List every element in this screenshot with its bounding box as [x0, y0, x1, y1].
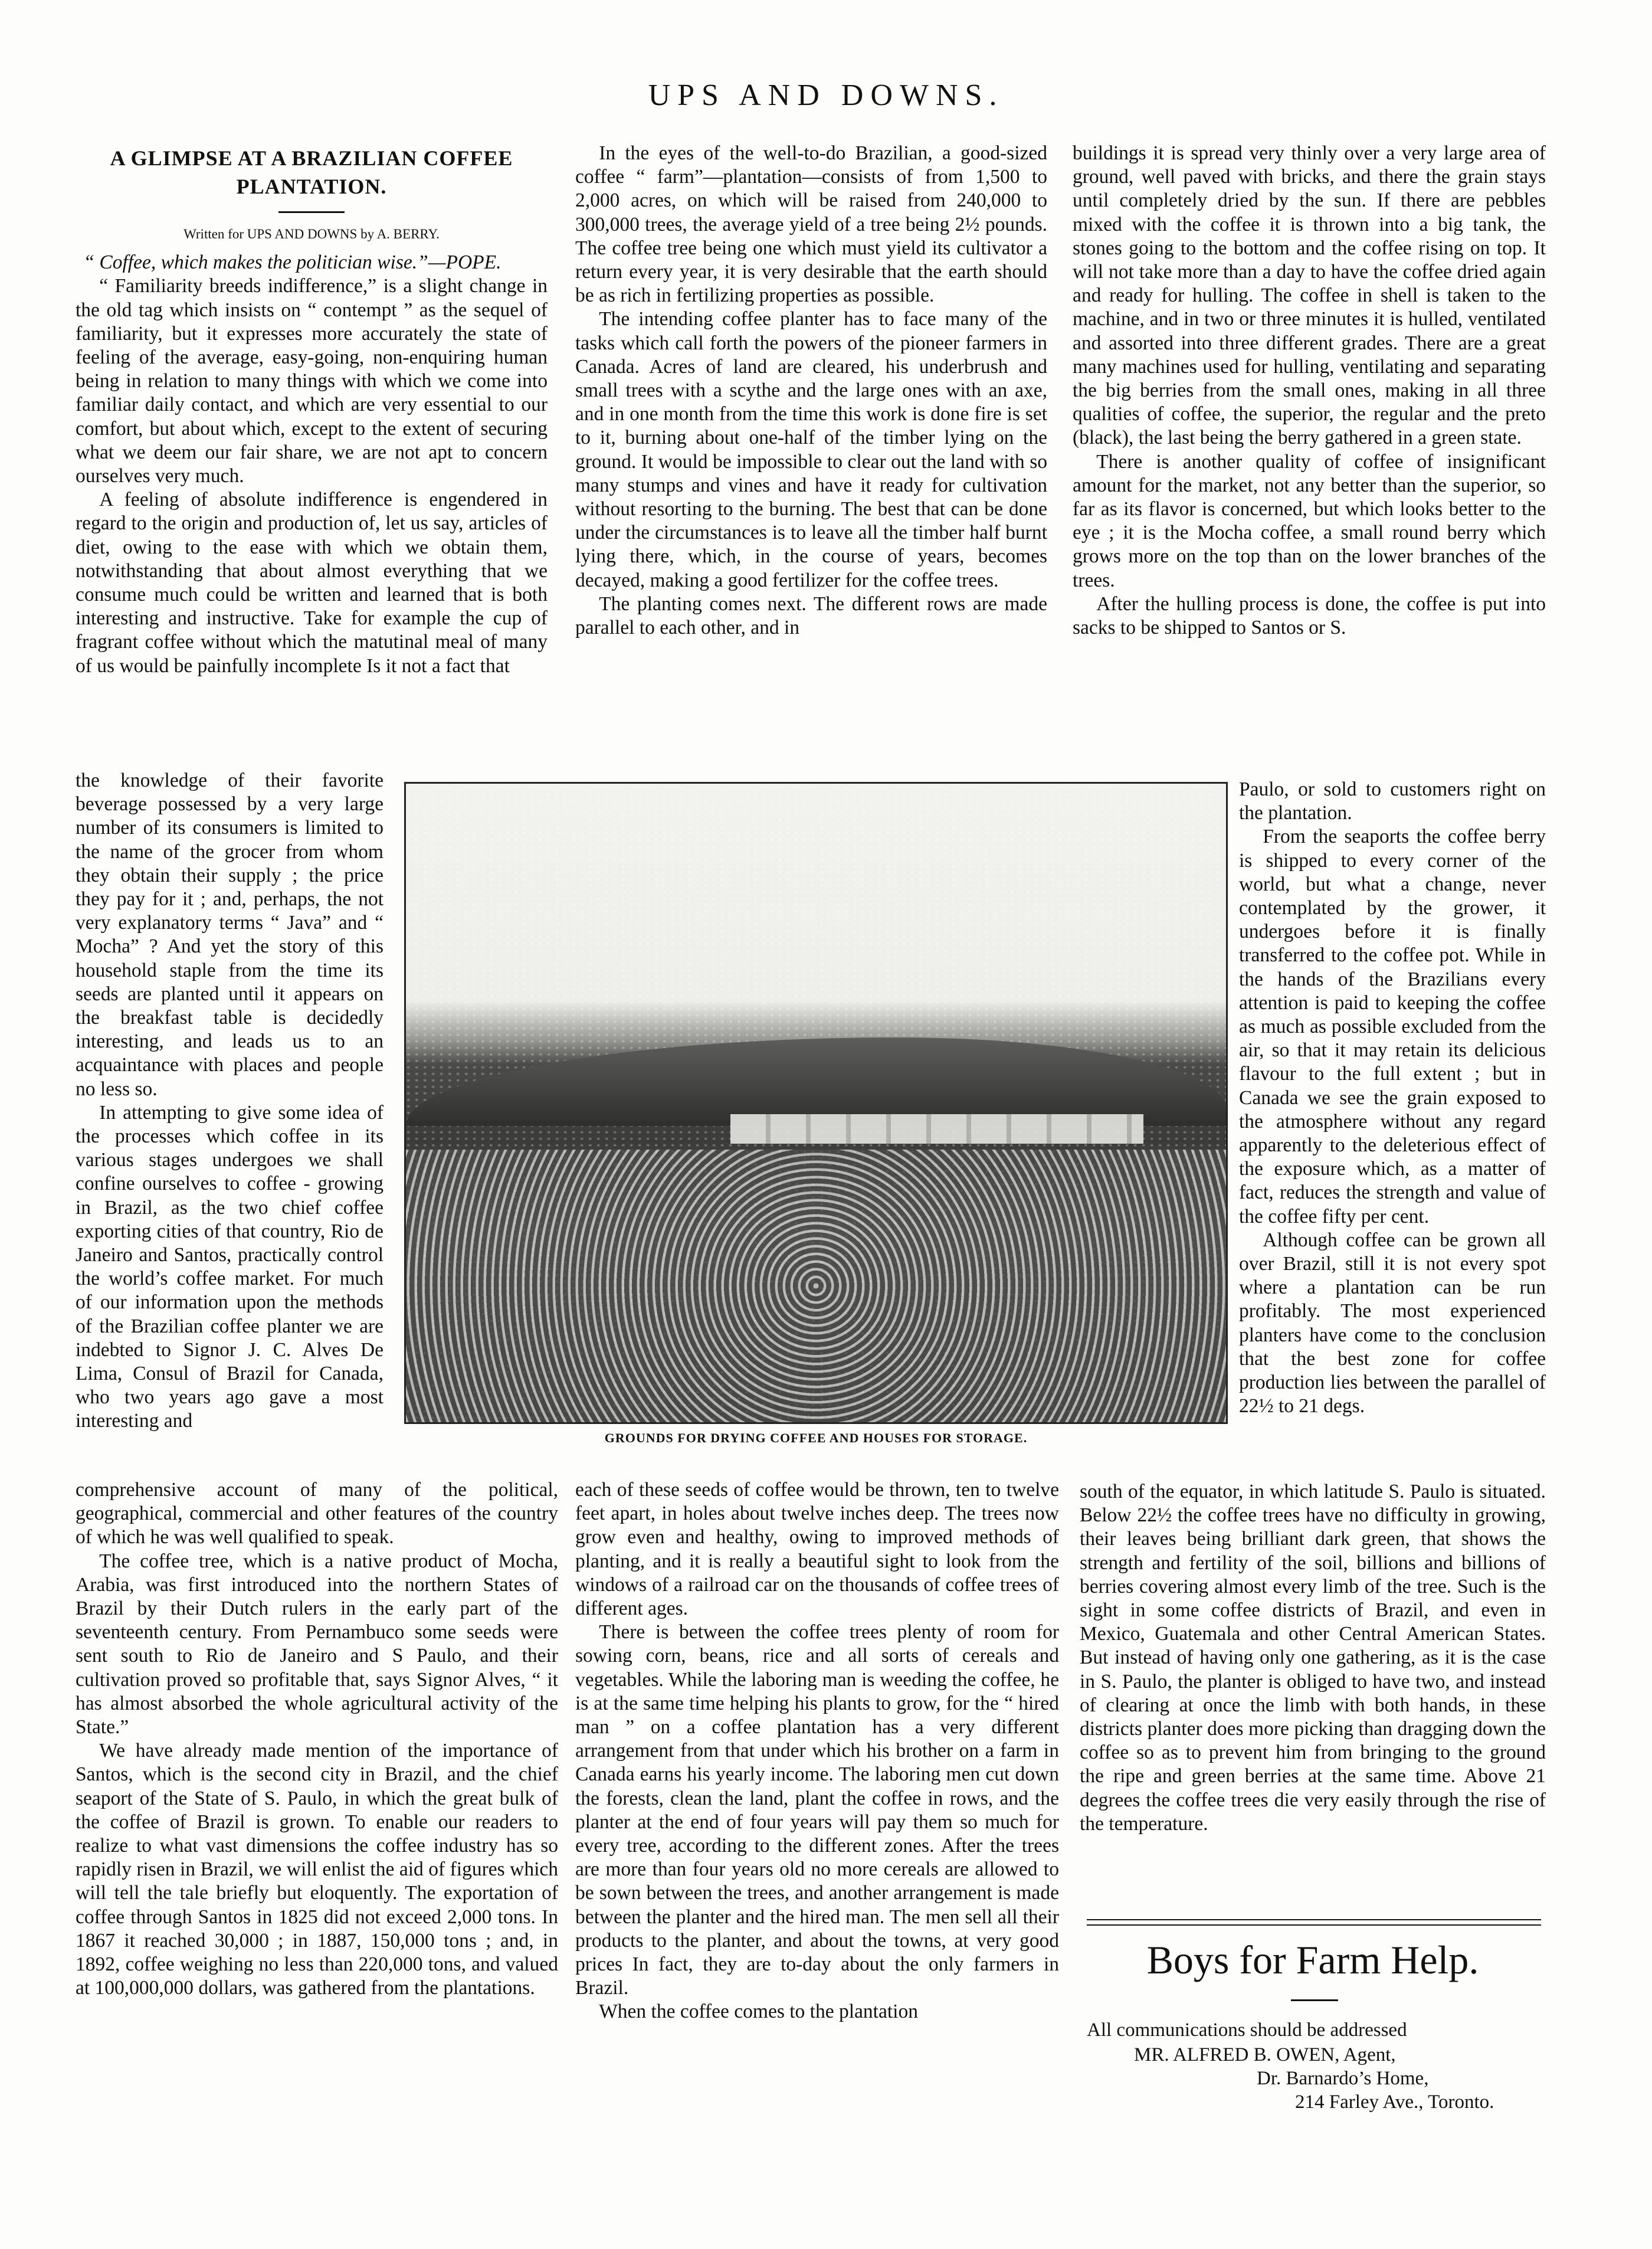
- article-title-line-2: PLANTATION.: [236, 175, 387, 198]
- running-header: UPS AND DOWNS.: [648, 78, 1004, 112]
- photo-caption: GROUNDS FOR DRYING COFFEE AND HOUSES FOR STORAGE.: [604, 1430, 1028, 1445]
- paragraph: The planting comes next. The different rows are made parallel to each other, and in: [575, 592, 1047, 639]
- paragraph: From the seaports the coffee berry is shipped to every corner of the world, but what a change, never contemplated by the grower, it undergoes before it is finally transferred to the coffee pot. While in the hands of the Brazilians every attention is paid to keeping the coffee as much as possible excluded from the air, so that it may retain its delicious flavour to the full extent ; but in Canada we see the grain exposed to the atmosphere without any regard apparently to the deleterious effect of the exposure which, as a matter of fact, reduces the strength and value of the coffee fifty per cent.: [1239, 826, 1546, 1227]
- paragraph: “ Familiarity breeds indifference,” is a slight change in the old tag which insists on “ contempt ” as the sequel of familiarity, but it expresses more accurately the state of feeling of the average, easy-going, non-enquiring human being in relation to many things with which we come into familiar daily contact, and which are very essential to our comfort, but about which, except to the extent of securing what we deem our fair share, we are not apt to concern ourselves very much.: [76, 275, 548, 487]
- article-title-line-1: A GLIMPSE AT A BRAZILIAN COFFEE: [110, 146, 513, 170]
- paragraph: In attempting to give some idea of the processes which coffee in its various stages undergoes we shall confine ourselves to coffee - growing in Brazil, as the two chief coffee exporting cities of that country, Rio de Janeiro and Santos, practically control the world’s coffee market. For much of our information upon the methods of the Brazilian coffee planter we are indebted to Signor J. C. Alves De Lima, Consul of Brazil for Canada, who two years ago gave a most interesting and: [76, 1101, 384, 1432]
- advert-line-3: Dr. Barnardo’s Home,: [1257, 2068, 1429, 2089]
- advert-title: Boys for Farm Help.: [1146, 1937, 1479, 1982]
- advert-line-1: All communications should be addressed: [1087, 2019, 1407, 2041]
- paragraph: There is another quality of coffee of insignificant amount for the market, not any better than the superior, so far as its flavor is concerned, but which looks better to the eye ; it is the Mocha coffee, a small round berry which grows more on the top than on the lower branches of the trees.: [1073, 450, 1546, 591]
- paragraph: comprehensive account of many of the political, geographical, commercial and other features of the country of which he was well qualified to speak.: [76, 1479, 558, 1549]
- column-1-narrow: [76, 769, 384, 1433]
- advert-rule: [1291, 1999, 1338, 2001]
- column-2-top: [575, 142, 1047, 640]
- paragraph: Paulo, or sold to customers right on the plantation.: [1239, 778, 1546, 824]
- advert-line-2: MR. ALFRED B. OWEN, Agent,: [1134, 2044, 1396, 2065]
- paragraph: each of these seeds of coffee would be thrown, ten to twelve feet apart, in holes about twelve inches deep. The trees now grow even and healthy, owing to improved methods of planting, and it is really a beautiful sight to look from the windows of a railroad car on the thousands of coffee trees of different ages.: [575, 1479, 1059, 1620]
- paragraph: When the coffee comes to the plantation: [599, 2001, 918, 2023]
- paragraph: The coffee tree, which is a native product of Mocha, Arabia, was first introduced into the northern States of Brazil by their Dutch rulers in the early part of the seventeenth century. From Pernambuco some seeds were sent south to Rio de Janeiro and S Paulo, and their cultivation proved so profitable that, says Signor Alves, “ it has almost absorbed the whole agricultural activity of the State.”: [76, 1550, 558, 1739]
- column-2-bottom: [575, 1478, 1059, 2024]
- paragraph: south of the equator, in which latitude S. Paulo is situated. Below 22½ the coffee trees have no difficulty in growing, their leaves being brilliant dark green, that shows the strength and fertility of the soil, billions and billions of berries covering almost every limb of the tree. Such is the sight in some coffee districts of Brazil, and even in Mexico, Guatemala and other Central American States. But instead of having only one gathering, as it is the case in S. Paulo, the planter is obliged to have two, and instead of clearing at once the limb with both hands, in these districts planter does more picking than dragging down the coffee so as to prevent him from bringing to the ground the ripe and green berries at the same time. Above 21 degrees the coffee trees die very easily through the rise of the temperature.: [1080, 1481, 1546, 1835]
- paragraph: Although coffee can be grown all over Brazil, still it is not every spot where a plantation can be run profitably. The most experienced planters have come to the conclusion that the best zone for coffee production lies between the parallel of 22½ to 21 degs.: [1239, 1229, 1546, 1418]
- paragraph: buildings it is spread very thinly over a very large area of ground, well paved with bricks, and there the grain stays until completely dried by the sun. If there are pebbles mixed with the coffee it is thrown into a big tank, the stones going to the bottom and the coffee rising on top. It will not take more than a day to have the coffee dried again and ready for hulling. The coffee in shell is taken to the machine, and in two or three minutes it is hulled, ventilated and assorted into three different grades. There are a great many machines used for hulling, ventilating and separating the big berries from the small ones, making in all three qualities of coffee, the superior, the regular and the preto (black), the last being the berry gathered in a green state.: [1073, 142, 1546, 449]
- byline: Written for UPS AND DOWNS by A. BERRY.: [183, 227, 440, 241]
- column-3-top: [1073, 142, 1546, 640]
- photo-storage-houses: [730, 1114, 1143, 1144]
- advert-line-4: 214 Farley Ave., Toronto.: [1295, 2091, 1494, 2113]
- photo-hill: [406, 1037, 1226, 1126]
- photo-drying-grounds: [406, 1150, 1226, 1422]
- paragraph: We have already made mention of the importance of Santos, which is the second city in Brazil, and the chief seaport of the State of S. Paulo, in which the great bulk of the coffee of Brazil is grown. To enable our readers to realize to what vast dimensions the coffee industry has so rapidly risen in Brazil, we will enlist the aid of figures which will tell the tale briefly but eloquently. The exportation of coffee through Santos in 1825 did not exceed 2,000 tons. In 1867 it reached 30,000 ; in 1887, 150,000 tons ; and, in 1892, coffee weighing no less than 220,000 tons, and valued at 100,000,000 dollars, was gathered from the plantations.: [76, 1740, 558, 1999]
- plantation-photo: [404, 782, 1228, 1424]
- paragraph: the knowledge of their favorite beverage possessed by a very large number of its consumers is limited to the name of the grocer from whom they obtain their supply ; the price they pay for it ; and, perhaps, the not very explanatory terms “ Java” and “ Mocha” ? And yet the story of this household staple from the time its seeds are planted until it appears on the breakfast table is decidedly interesting, and leads us to an acquaintance with places and people no less so.: [76, 770, 384, 1100]
- paragraph: The intending coffee planter has to face many of the tasks which call forth the powers of the pioneer farmers in Canada. Acres of land are cleared, his underbrush and small trees with a scythe and the large ones with an axe, and in one month from the time this work is done fire is set to it, burning about one-half of the timber lying on the ground. It would be impossible to clear out the land with so many stumps and vines and have it ready for cultivation without resorting to the burning. The best that can be done under the circumstances is to leave all the timber half burnt lying there, which, in the course of years, becomes decayed, making a good fertilizer for the coffee trees.: [575, 308, 1047, 591]
- section-divider: [1087, 1919, 1541, 1926]
- paragraph: A feeling of absolute indifference is engendered in regard to the origin and production of, let us say, articles of diet, owing to the ease with which we obtain them, notwithstanding that about almost everything that we consume much could be written and learned that is both interesting and instructive. Take for example the cup of fragrant coffee without which the matutinal meal of many of us would be painfully incomplete Is it not a fact that: [76, 489, 548, 677]
- column-3-bottom: [1080, 1480, 1546, 1836]
- paragraph: In the eyes of the well-to-do Brazilian, a good-sized coffee “ farm”—plantation—consists of from 1,500 to 2,000 acres, on which will be raised from 240,000 to 300,000 trees, the average yield of a tree being 2½ pounds. The coffee tree being one which must yield its cultivator a return every year, it is very desirable that the earth should be as rich in fertilizing properties as possible.: [575, 142, 1047, 307]
- title-rule: [278, 211, 345, 213]
- column-3-narrow: [1239, 778, 1546, 1418]
- paragraph: After the hulling process is done, the coffee is put into sacks to be shipped to Santos or S.: [1073, 592, 1546, 639]
- column-1-bottom: [76, 1478, 558, 2000]
- epigraph: “ Coffee, which makes the politician wise.”—POPE.: [83, 251, 502, 274]
- column-1-top: [76, 142, 548, 678]
- paragraph: There is between the coffee trees plenty of room for sowing corn, beans, rice and all sorts of cereals and vegetables. While the laboring man is weeding the coffee, he is at the same time helping his plants to grow, for the “ hired man ” on a coffee plantation has a very different arrangement from that under which his brother on a farm in Canada earns his yearly income. The laboring men cut down the forests, clean the land, plant the coffee in rows, and the planter at the end of four years will pay them so much for every tree, according to the different zones. After the trees are more than four years old no more cereals are allowed to be sown between the trees, and another arrangement is made between the planter and the hired man. The men sell all their products to the planter, and about the towns, at very good prices In fact, they are to-day about the only farmers in Brazil.: [575, 1621, 1059, 1999]
